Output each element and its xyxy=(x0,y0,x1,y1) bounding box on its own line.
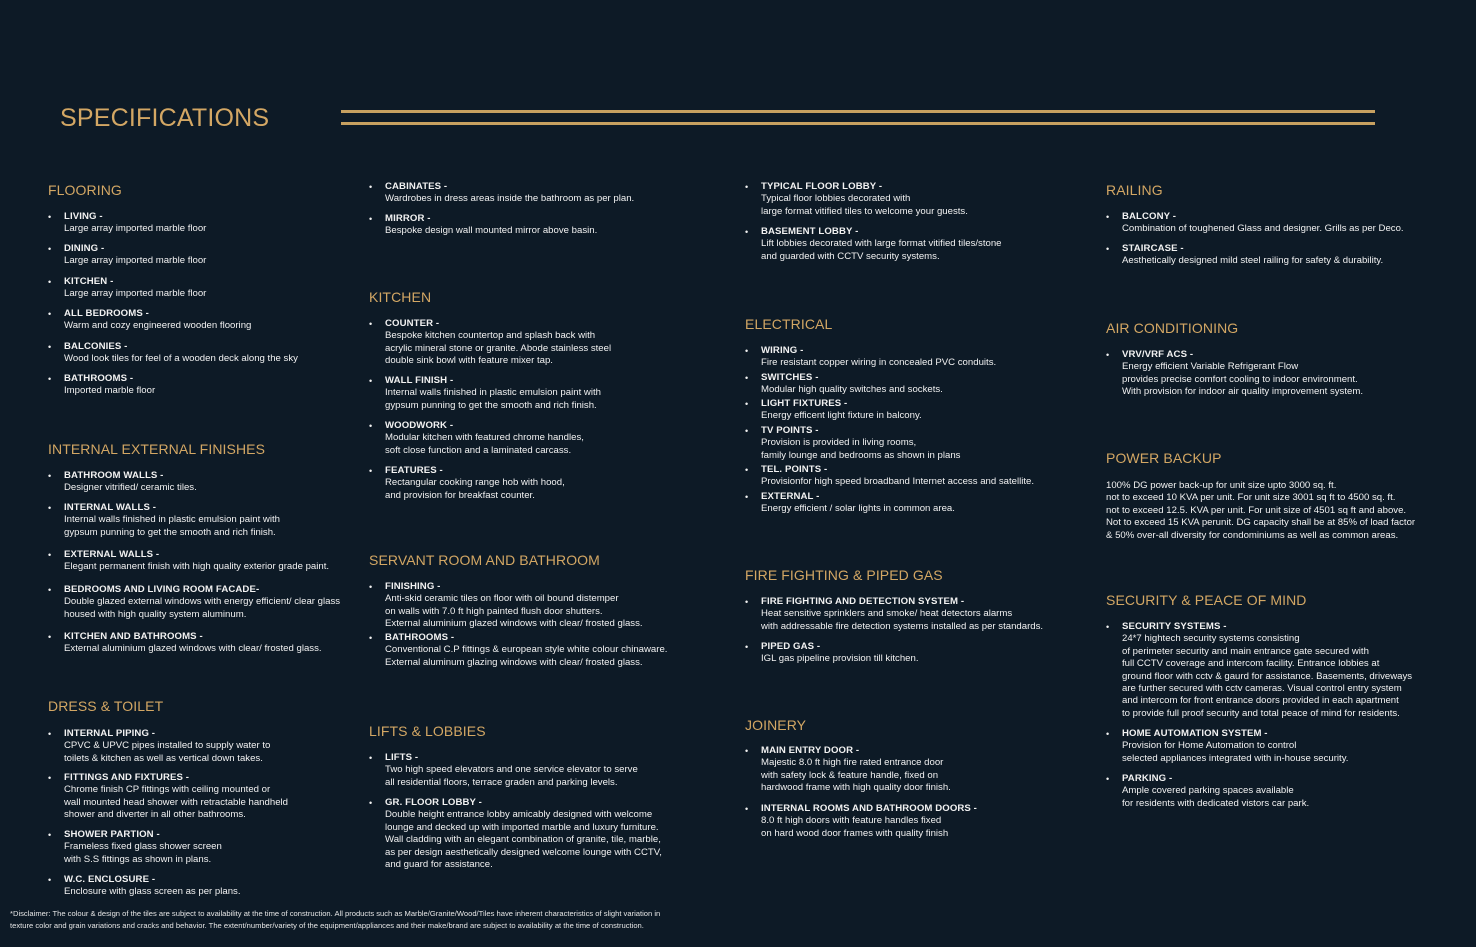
spec-label: BALCONY - xyxy=(1122,211,1177,222)
spec-desc: IGL gas pipeline provision till kitchen. xyxy=(761,653,919,665)
spec-item-cabinates xyxy=(369,181,634,206)
spec-item-fittings xyxy=(48,772,288,822)
spec-label: W.C. ENCLOSURE - xyxy=(64,874,156,885)
spec-label: BALCONIES - xyxy=(64,341,128,352)
bullet: • xyxy=(369,582,373,592)
spec-item-all-bedrooms xyxy=(48,308,251,333)
spec-label: FEATURES - xyxy=(385,465,443,476)
spec-desc: Modular high quality switches and sockets. xyxy=(761,384,943,396)
spec-item-servant-bathrooms xyxy=(369,632,667,669)
section-title-kitchen: KITCHEN xyxy=(369,289,432,305)
spec-desc: Double height entrance lobby amicably designed with welcome lounge and decked up with imported marble and luxury furniture. Wall cladding with an elegant combination of granite, tile, marble, as per design aesthetically designed welcome lounge with CCTV, and guard for assistance. xyxy=(385,809,662,871)
spec-item-internal-doors xyxy=(745,803,977,840)
spec-item-balcony xyxy=(1106,211,1404,236)
spec-item-main-entry-door xyxy=(745,745,951,795)
spec-desc: Bespoke kitchen countertop and splash back with acrylic mineral stone or granite. Abode stainless steel double sink bowl with feature mixer tap. xyxy=(385,330,612,367)
bullet: • xyxy=(745,465,749,475)
bullet: • xyxy=(1106,774,1110,784)
disclaimer: *Disclaimer: The colour & design of the tiles are subject to availability at the time of construction. All products such as Marble/Granite/Wood/Tiles have inherent characteristics of slight variation in texture color and grain variations and cracks and behavior. The extent/number/variety of the equipment/appliances and their make/brand are subject to availability at the time of construction. xyxy=(10,909,661,931)
spec-desc: Large array imported marble floor xyxy=(64,223,207,235)
bullet: • xyxy=(48,277,52,287)
spec-label: VRV/VRF ACS - xyxy=(1122,349,1194,360)
spec-label: SHOWER PARTION - xyxy=(64,829,160,840)
spec-desc: Double glazed external windows with energy efficient/ clear glass housed with high quality system aluminum. xyxy=(64,596,341,620)
spec-label: SWITCHES - xyxy=(761,372,819,383)
section-title-dress-toilet: DRESS & TOILET xyxy=(48,698,164,714)
spec-label: WALL FINISH - xyxy=(385,375,454,386)
spec-item-external-lights xyxy=(745,491,955,516)
spec-label: BEDROOMS AND LIVING ROOM FACADE- xyxy=(64,584,260,595)
spec-label: INTERNAL ROOMS AND BATHROOM DOORS - xyxy=(761,803,977,814)
section-title-security: SECURITY & PEACE OF MIND xyxy=(1106,592,1307,608)
spec-item-tel-points xyxy=(745,464,1034,489)
section-title-flooring: FLOORING xyxy=(48,182,122,198)
spec-item-finishing xyxy=(369,581,643,631)
spec-desc: Wood look tiles for feel of a wooden deck along the sky xyxy=(64,353,298,365)
spec-label: KITCHEN AND BATHROOMS - xyxy=(64,631,203,642)
spec-item-typical-floor-lobby xyxy=(745,181,968,218)
spec-item-gr-floor-lobby xyxy=(369,797,662,871)
spec-label: KITCHEN - xyxy=(64,276,114,287)
bullet: • xyxy=(1106,729,1110,739)
spec-item-vrv xyxy=(1106,349,1363,399)
spec-label: PIPED GAS - xyxy=(761,641,821,652)
section-title-joinery: JOINERY xyxy=(745,717,807,733)
section-title-finishes: INTERNAL EXTERNAL FINISHES xyxy=(48,441,266,457)
spec-item-mirror xyxy=(369,213,597,238)
spec-label: BATHROOMS - xyxy=(385,632,455,643)
bullet: • xyxy=(1106,350,1110,360)
section-title-lifts: LIFTS & LOBBIES xyxy=(369,723,486,739)
spec-label: PARKING - xyxy=(1122,773,1173,784)
spec-desc: Internal walls finished in plastic emulsion paint with gypsum punning to get the smooth and rich finish. xyxy=(64,514,280,538)
spec-desc: Internal walls finished in plastic emulsion paint with gypsum punning to get the smooth and rich finish. xyxy=(385,387,601,411)
spec-label: DINING - xyxy=(64,243,105,254)
spec-item-external-walls xyxy=(48,549,329,574)
bullet: • xyxy=(48,632,52,642)
spec-label: WOODWORK - xyxy=(385,420,454,431)
spec-desc: Fire resistant copper wiring in concealed PVC conduits. xyxy=(761,357,997,369)
spec-desc: Anti-skid ceramic tiles on floor with oil bound distemper on walls with 7.0 ft high painted flush door shutters. External aluminium glazed windows with clear/ frosted glass. xyxy=(385,593,643,630)
section-title-air: AIR CONDITIONING xyxy=(1106,320,1239,336)
spec-label: BATHROOM WALLS - xyxy=(64,470,164,481)
spec-item-basement-lobby xyxy=(745,226,1002,263)
spec-label: TEL. POINTS - xyxy=(761,464,828,475)
spec-desc: Ample covered parking spaces available for residents with dedicated vistors car park. xyxy=(1122,785,1310,809)
spec-label: FINISHING - xyxy=(385,581,441,592)
spec-item-lifts xyxy=(369,752,638,789)
spec-desc: Frameless fixed glass shower screen with S.S fittings as shown in plans. xyxy=(64,841,222,865)
spec-item-home-automation xyxy=(1106,728,1348,765)
spec-desc: 8.0 ft high doors with feature handles fixed on hard wood door frames with quality finish xyxy=(761,815,949,839)
spec-label: TV POINTS - xyxy=(761,425,819,436)
section-title-power: POWER BACKUP xyxy=(1106,450,1222,466)
bullet: • xyxy=(745,804,749,814)
spec-desc: Provisionfor high speed broadband Internet access and satellite. xyxy=(761,476,1035,488)
spec-label: BATHROOMS - xyxy=(64,373,134,384)
bullet: • xyxy=(745,746,749,756)
bullet: • xyxy=(745,642,749,652)
spec-desc: Large array imported marble floor xyxy=(64,288,207,300)
spec-desc: 24*7 hightech security systems consisting of perimeter security and main entrance gate secured with full CCTV coverage and intercom facility. Entrance lobbies at ground floor with cctv & gaurd for assistance. Basements, driveways are further secured with cctv cameras. Visual control entry system and intercom for front entrance doors provided in each apartment to provide full proof security and total peace of mind for residents. xyxy=(1122,633,1413,719)
spec-label: INTERNAL WALLS - xyxy=(64,502,157,513)
spec-item-piped-gas xyxy=(745,641,919,666)
spec-desc: Rectangular cooking range hob with hood, and provision for breakfast counter. xyxy=(385,477,565,501)
bullet: • xyxy=(745,492,749,502)
spec-item-woodwork xyxy=(369,420,584,457)
spec-label: INTERNAL PIPING - xyxy=(64,728,156,739)
bullet: • xyxy=(1106,244,1110,254)
spec-item-features xyxy=(369,465,565,502)
spec-desc: Heat sensitive sprinklers and smoke/ heat detectors alarms with addressable fire detection systems installed as per standards. xyxy=(761,608,1044,632)
power-backup-text: 100% DG power back-up for unit size upto 3000 sq. ft. not to exceed 10 KVA per unit. For unit size 3001 sq ft to 4500 sq. ft. not to exceed 12.5. KVA per unit. For unit size of 4501 sq ft and above. Not to exceed 15 KVA perunit. DG capacity shall be at 85% of load factor & 50% over-all diversity for condominiums as well as common areas. xyxy=(1106,480,1416,541)
spec-item-kitchen-bathrooms xyxy=(48,631,322,656)
bullet: • xyxy=(745,182,749,192)
spec-item-internal-walls xyxy=(48,502,280,539)
spec-item-living xyxy=(48,211,206,236)
spec-item-fire-detection xyxy=(745,596,1043,633)
spec-item-kitchen-floor xyxy=(48,276,206,301)
bullet: • xyxy=(48,729,52,739)
bullet: • xyxy=(369,376,373,386)
bullet: • xyxy=(48,212,52,222)
spec-item-internal-piping xyxy=(48,728,270,765)
section-title-railing: RAILING xyxy=(1106,182,1163,198)
bullet: • xyxy=(745,346,749,356)
spec-label: FITTINGS AND FIXTURES - xyxy=(64,772,190,783)
page-title: SPECIFICATIONS xyxy=(60,104,270,132)
bullet: • xyxy=(48,309,52,319)
spec-desc: Lift lobbies decorated with large format vitified tiles/stone and guarded with CCTV security systems. xyxy=(761,238,1002,262)
spec-desc: Energy efficient Variable Refrigerant Flow provides precise comfort cooling to indoor environment. With provision for indoor air quality improvement system. xyxy=(1122,361,1363,398)
bullet: • xyxy=(745,373,749,383)
spec-label: FIRE FIGHTING AND DETECTION SYSTEM - xyxy=(761,596,965,607)
bullet: • xyxy=(1106,622,1110,632)
spec-label: SECURITY SYSTEMS - xyxy=(1122,621,1227,632)
spec-label: LIFTS - xyxy=(385,752,419,763)
spec-label: ALL BEDROOMS - xyxy=(64,308,149,319)
spec-desc: Majestic 8.0 ft high fire rated entrance door with safety lock & feature handle, fixed on hardwood frame with high quality door finish. xyxy=(761,757,951,794)
spec-label: MAIN ENTRY DOOR - xyxy=(761,745,860,756)
bullet: • xyxy=(48,875,52,885)
bullet: • xyxy=(48,830,52,840)
bullet: • xyxy=(745,597,749,607)
bullet: • xyxy=(369,319,373,329)
bullet: • xyxy=(48,342,52,352)
spec-desc: Enclosure with glass screen as per plans. xyxy=(64,886,241,898)
spec-desc: Energy efficent light fixture in balcony. xyxy=(761,410,922,422)
section-title-electrical: ELECTRICAL xyxy=(745,316,833,332)
spec-label: EXTERNAL WALLS - xyxy=(64,549,160,560)
spec-label: TYPICAL FLOOR LOBBY - xyxy=(761,181,883,192)
bullet: • xyxy=(745,399,749,409)
spec-item-parking xyxy=(1106,773,1309,810)
header-divider-bottom xyxy=(341,122,1375,125)
spec-item-staircase xyxy=(1106,243,1383,268)
spec-item-light-fixtures xyxy=(745,398,922,423)
spec-label: WIRING - xyxy=(761,345,804,356)
spec-desc: Large array imported marble floor xyxy=(64,255,207,267)
spec-desc: Conventional C.P fittings & european style white colour chinaware. External aluminum glazing windows with clear/ frosted glass. xyxy=(385,644,668,668)
bullet: • xyxy=(48,585,52,595)
spec-item-bathrooms-floor xyxy=(48,373,155,398)
section-title-fire: FIRE FIGHTING & PIPED GAS xyxy=(745,567,943,583)
spec-label: BASEMENT LOBBY - xyxy=(761,226,859,237)
spec-desc: Typical floor lobbies decorated with large format vitified tiles to welcome your guests. xyxy=(761,193,968,217)
bullet: • xyxy=(48,503,52,513)
spec-item-shower xyxy=(48,829,222,866)
bullet: • xyxy=(369,753,373,763)
spec-desc: Designer vitrified/ ceramic tiles. xyxy=(64,482,197,494)
bullet: • xyxy=(48,773,52,783)
spec-label: LIGHT FIXTURES - xyxy=(761,398,848,409)
bullet: • xyxy=(745,227,749,237)
spec-desc: Imported marble floor xyxy=(64,385,156,397)
spec-label: STAIRCASE - xyxy=(1122,243,1184,254)
bullet: • xyxy=(48,550,52,560)
bullet: • xyxy=(48,374,52,384)
spec-item-wall-finish xyxy=(369,375,601,412)
spec-item-balconies xyxy=(48,341,298,366)
bullet: • xyxy=(369,466,373,476)
spec-desc: Bespoke design wall mounted mirror above basin. xyxy=(385,225,598,237)
bullet: • xyxy=(369,421,373,431)
spec-label: GR. FLOOR LOBBY - xyxy=(385,797,482,808)
section-title-servant: SERVANT ROOM AND BATHROOM xyxy=(369,552,600,568)
spec-item-bathroom-walls xyxy=(48,470,197,495)
spec-desc: Wardrobes in dress areas inside the bathroom as per plan. xyxy=(385,193,635,205)
bullet: • xyxy=(369,182,373,192)
spec-label: COUNTER - xyxy=(385,318,440,329)
bullet: • xyxy=(369,798,373,808)
spec-desc: Aesthetically designed mild steel railing for safety & durability. xyxy=(1122,255,1384,267)
bullet: • xyxy=(369,214,373,224)
spec-desc: Warm and cozy engineered wooden flooring xyxy=(64,320,252,332)
spec-desc: Provision is provided in living rooms, family lounge and bedrooms as shown in plans xyxy=(761,437,961,461)
spec-item-facade xyxy=(48,584,340,621)
spec-item-counter xyxy=(369,318,611,368)
spec-item-dining xyxy=(48,243,206,268)
bullet: • xyxy=(1106,212,1110,222)
spec-item-switches xyxy=(745,372,943,397)
bullet: • xyxy=(369,633,373,643)
spec-item-security-systems xyxy=(1106,621,1412,720)
spec-label: CABINATES - xyxy=(385,181,448,192)
spec-item-wiring xyxy=(745,345,996,370)
bullet: • xyxy=(48,471,52,481)
bullet: • xyxy=(745,426,749,436)
spec-label: MIRROR - xyxy=(385,213,431,224)
spec-desc: Provision for Home Automation to control selected appliances integrated with in-house security. xyxy=(1122,740,1349,764)
spec-item-wc-enclosure xyxy=(48,874,241,899)
spec-label: EXTERNAL - xyxy=(761,491,820,502)
spec-label: HOME AUTOMATION SYSTEM - xyxy=(1122,728,1268,739)
spec-desc: Chrome finish CP fittings with ceiling mounted or wall mounted head shower with retractable handheld shower and diverter in all other bathrooms. xyxy=(64,784,288,821)
spec-desc: Two high speed elevators and one service elevator to serve all residential floors, terrace graden and parking levels. xyxy=(385,764,638,788)
spec-label: LIVING - xyxy=(64,211,103,222)
header-divider-top xyxy=(341,110,1375,113)
spec-desc: Modular kitchen with featured chrome handles, soft close function and a laminated carcass. xyxy=(385,432,584,456)
spec-desc: CPVC & UPVC pipes installed to supply water to toilets & kitchen as well as vertical down takes. xyxy=(64,740,271,764)
spec-desc: Energy efficient / solar lights in common area. xyxy=(761,503,955,515)
bullet: • xyxy=(48,244,52,254)
spec-desc: Combination of toughened Glass and designer. Grills as per Deco. xyxy=(1122,223,1404,235)
spec-item-tv-points xyxy=(745,425,960,462)
spec-desc: Elegant permanent finish with high quality exterior grade paint. xyxy=(64,561,330,573)
spec-desc: External aluminium glazed windows with clear/ frosted glass. xyxy=(64,643,322,655)
